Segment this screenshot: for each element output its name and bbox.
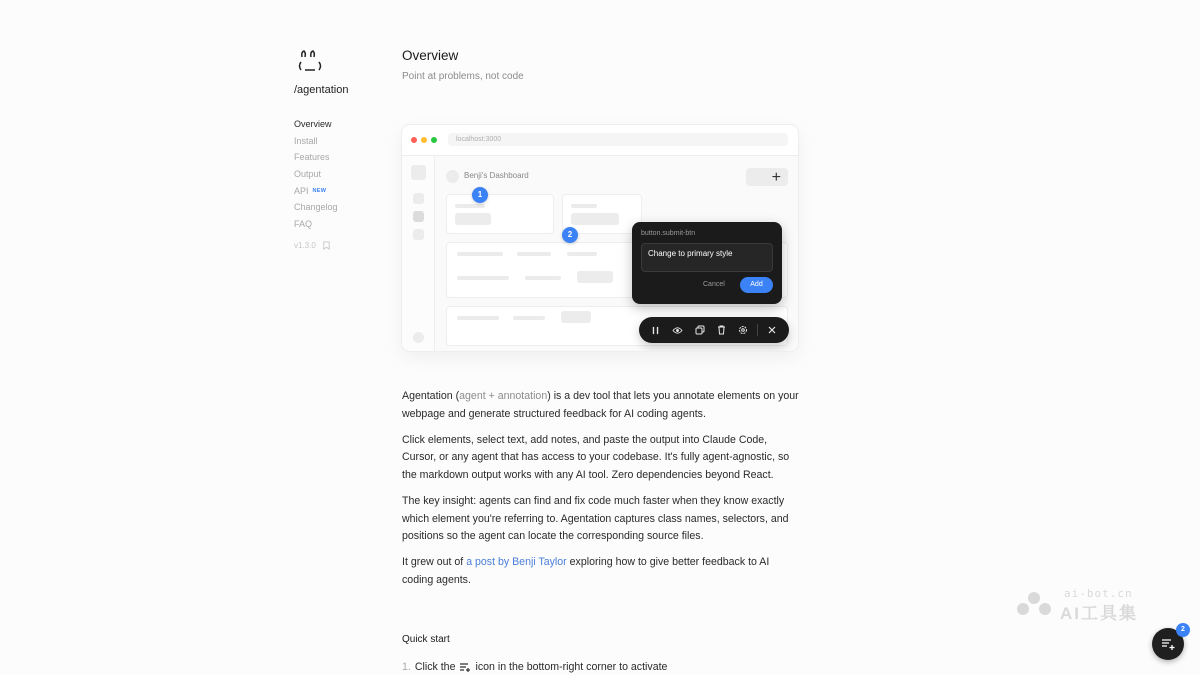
demo-add-area	[746, 168, 788, 186]
settings-icon[interactable]	[735, 325, 751, 335]
demo-sidebar-logo	[411, 165, 426, 180]
element-selector: button.submit-btn	[641, 230, 696, 237]
agentation-toolbar	[639, 317, 789, 343]
demo-block	[561, 311, 591, 323]
cancel-button[interactable]: Cancel	[703, 281, 725, 288]
annotation-input[interactable]: Change to primary style	[641, 243, 773, 272]
annotation-count-badge: 2	[1176, 623, 1190, 637]
nav-overview[interactable]: Overview	[294, 119, 332, 129]
pause-icon[interactable]	[648, 326, 664, 335]
sidebar-nav	[294, 116, 384, 233]
watermark-domain: ai-bot.cn	[1064, 587, 1133, 600]
add-button[interactable]: Add	[740, 277, 773, 293]
demo-line	[457, 276, 509, 280]
paragraph-2: Click elements, select text, add notes, and paste the output into Claude Code, Cursor, or any agent that has access to your codebase. It's fully agent-agnostic, so the markdown output works with any AI tool. Zero dependencies beyond React.	[402, 433, 790, 481]
address-bar: localhost:3000	[448, 133, 788, 146]
demo-card	[446, 194, 554, 234]
plus-icon: +	[771, 169, 781, 186]
demo-sidebar	[402, 156, 435, 351]
demo-dashboard-title: Benji's Dashboard	[464, 171, 529, 180]
nav-api-label: API	[294, 185, 309, 196]
demo-line	[525, 276, 561, 280]
nav-output[interactable]: Output	[294, 169, 322, 180]
demo-line	[457, 252, 503, 256]
demo-line	[567, 252, 597, 256]
demo-line	[513, 316, 545, 320]
step-text-end: icon in the bottom-right corner to activate	[475, 661, 668, 673]
quick-start-step-1	[402, 661, 667, 673]
step-number: 1.	[402, 661, 411, 673]
demo-sidebar-item	[413, 211, 424, 222]
p1-muted: agent + annotation	[459, 390, 548, 402]
paragraph-1	[402, 388, 802, 423]
nav-changelog[interactable]: Changelog	[294, 202, 338, 213]
demo-line	[455, 204, 485, 208]
watermark-logo-icon	[1014, 589, 1054, 617]
p4-text-end: exploring how to give better feedback to AI coding agents.	[402, 556, 770, 586]
maximize-dot	[431, 137, 437, 143]
minimize-dot	[421, 137, 427, 143]
step-text: Click the	[414, 661, 456, 673]
demo-block	[455, 213, 491, 225]
demo-sidebar-item	[413, 229, 424, 240]
theme-toggle-icon[interactable]	[322, 241, 331, 250]
page-subtitle: Point at problems, not code	[402, 71, 524, 82]
quick-start-heading: Quick start	[402, 634, 450, 645]
demo-line	[571, 204, 597, 208]
demo-sidebar-item	[413, 193, 424, 204]
nav-features[interactable]: Features	[294, 152, 330, 163]
nav-install[interactable]: Install	[294, 135, 318, 146]
demo-browser	[402, 125, 798, 351]
annotation-marker-2[interactable]: 2	[562, 227, 578, 243]
nav-faq[interactable]: FAQ	[294, 219, 313, 230]
demo-block	[577, 271, 613, 283]
brand-name[interactable]: /agentation	[294, 84, 349, 96]
demo-line	[517, 252, 551, 256]
agentation-icon	[459, 662, 471, 672]
p1-text-end: ) is a dev tool that lets you annotate elements on your webpage and generate structured feedback for AI coding agents.	[402, 390, 799, 420]
version-row	[294, 241, 384, 250]
demo-line	[457, 316, 499, 320]
p4-text: It grew out of	[402, 556, 467, 569]
window-dots	[411, 137, 437, 143]
version-label[interactable]: v1.3.0	[294, 240, 316, 250]
benji-post-link[interactable]: a post by Benji Taylor	[466, 556, 567, 569]
page-title: Overview	[402, 48, 459, 63]
annotation-marker-1[interactable]: 1	[472, 187, 488, 203]
nav-api[interactable]	[294, 183, 384, 200]
toolbar-divider	[757, 324, 758, 336]
logo-icon[interactable]	[296, 48, 324, 76]
demo-viewport	[402, 155, 798, 351]
watermark-name: AI工具集	[1060, 604, 1138, 623]
paragraph-3: The key insight: agents can find and fix code much faster when they know exactly which element you're referring to. Agentation captures class names, selectors, and positions so the agent can locate the corresponding source files.	[402, 494, 789, 543]
eye-icon[interactable]	[670, 326, 686, 335]
close-icon[interactable]	[764, 326, 780, 334]
paragraph-4	[402, 554, 802, 589]
p1-text: Agentation (	[402, 390, 460, 402]
copy-icon[interactable]	[692, 325, 708, 335]
demo-avatar	[446, 170, 459, 183]
watermark	[1014, 587, 1144, 621]
close-dot	[411, 137, 417, 143]
sidebar	[294, 48, 384, 250]
annotation-popup	[632, 222, 782, 304]
annotate-icon	[1161, 638, 1175, 650]
demo-sidebar-avatar	[413, 332, 424, 343]
trash-icon[interactable]	[713, 325, 729, 335]
new-badge: NEW	[312, 188, 327, 195]
intro-text	[402, 388, 802, 598]
demo-block	[571, 213, 619, 225]
main-header	[402, 48, 802, 82]
